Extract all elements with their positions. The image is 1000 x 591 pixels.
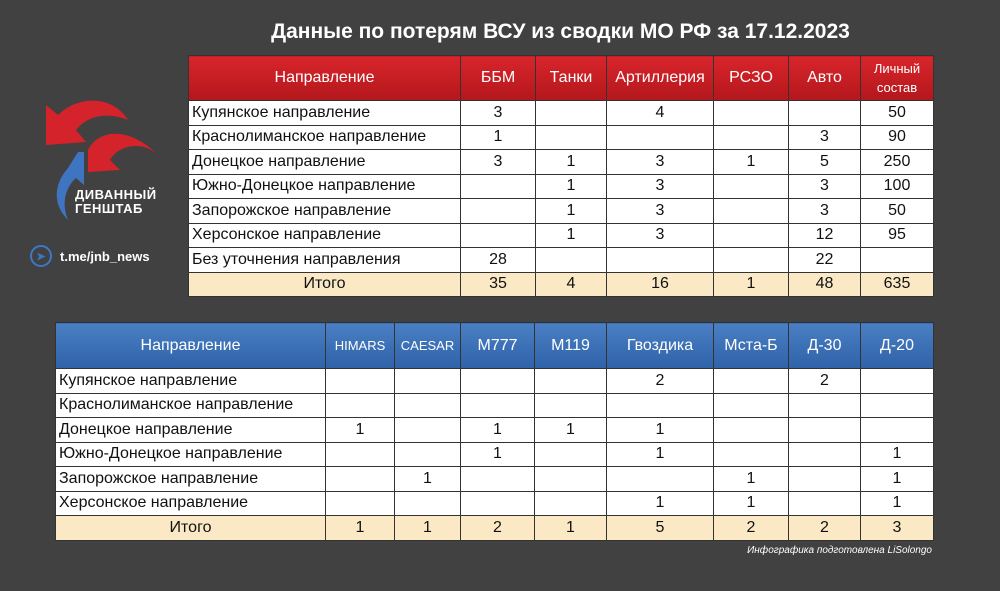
- cell: [535, 491, 607, 516]
- cell: 4: [607, 101, 714, 126]
- column-header: Мста-Б: [714, 323, 789, 369]
- cell: [607, 248, 714, 273]
- cell: 635: [861, 272, 934, 297]
- column-header: М777: [461, 323, 535, 369]
- cell: 1: [861, 491, 934, 516]
- cell: [461, 369, 535, 394]
- cell: [326, 442, 395, 467]
- page-title: Данные по потерям ВСУ из сводки МО РФ за 17.12.2023: [271, 20, 850, 43]
- cell: [461, 467, 535, 492]
- cell: 3: [861, 516, 934, 541]
- cell: [461, 393, 535, 418]
- cell: 48: [789, 272, 861, 297]
- row-label: Купянское направление: [189, 101, 461, 126]
- cell: 1: [326, 516, 395, 541]
- cell: [789, 491, 861, 516]
- cell: 1: [714, 150, 789, 175]
- cell: 2: [714, 516, 789, 541]
- cell: 2: [789, 516, 861, 541]
- column-header: Направление: [56, 323, 326, 369]
- losses-table: [188, 55, 934, 297]
- cell: 12: [789, 223, 861, 248]
- cell: 3: [607, 223, 714, 248]
- cell: [789, 101, 861, 126]
- row-label: Донецкое направление: [56, 418, 326, 443]
- cell: 1: [461, 442, 535, 467]
- telegram-icon: ➤: [30, 245, 52, 267]
- cell: 1: [535, 516, 607, 541]
- cell: 2: [789, 369, 861, 394]
- table-row: [56, 442, 934, 467]
- table-row: [189, 174, 934, 199]
- cell: 2: [607, 369, 714, 394]
- cell: 1: [536, 174, 607, 199]
- cell: [535, 393, 607, 418]
- cell: 1: [607, 418, 714, 443]
- cell: [536, 125, 607, 150]
- cell: 3: [789, 199, 861, 224]
- cell: [789, 393, 861, 418]
- cell: [714, 199, 789, 224]
- cell: [714, 393, 789, 418]
- row-label: Краснолиманское направление: [189, 125, 461, 150]
- cell: [395, 442, 461, 467]
- cell: [326, 467, 395, 492]
- cell: 5: [789, 150, 861, 175]
- cell: 28: [461, 248, 536, 273]
- cell: 3: [461, 150, 536, 175]
- row-label: Донецкое направление: [189, 150, 461, 175]
- column-header: Направление: [189, 56, 461, 101]
- cell: [461, 174, 536, 199]
- column-header: Д-20: [861, 323, 934, 369]
- column-header: Авто: [789, 56, 861, 101]
- row-label: Итого: [189, 272, 461, 297]
- cell: [714, 442, 789, 467]
- row-label: Запорожское направление: [56, 467, 326, 492]
- table-row: [189, 248, 934, 273]
- table-row: [56, 418, 934, 443]
- telegram-link[interactable]: [30, 245, 150, 267]
- cell: [326, 491, 395, 516]
- cell: [714, 125, 789, 150]
- cell: 90: [861, 125, 934, 150]
- cell: 50: [861, 199, 934, 224]
- cell: [326, 393, 395, 418]
- cell: 1: [714, 467, 789, 492]
- cell: [395, 418, 461, 443]
- artillery-table: [55, 322, 934, 541]
- column-header: М119: [535, 323, 607, 369]
- cell: [461, 223, 536, 248]
- logo-text: [75, 188, 157, 216]
- cell: 1: [607, 442, 714, 467]
- cell: 1: [861, 467, 934, 492]
- column-header: Личный состав: [861, 56, 934, 101]
- table-row: [56, 467, 934, 492]
- cell: 1: [461, 418, 535, 443]
- cell: [607, 467, 714, 492]
- telegram-handle[interactable]: t.me/jnb_news: [60, 248, 150, 264]
- cell: [607, 393, 714, 418]
- cell: [861, 393, 934, 418]
- column-header: Артиллерия: [607, 56, 714, 101]
- cell: 1: [536, 199, 607, 224]
- column-header: HIMARS: [326, 323, 395, 369]
- row-label: Херсонское направление: [189, 223, 461, 248]
- table-row: [189, 223, 934, 248]
- cell: 1: [536, 150, 607, 175]
- table-row: [189, 150, 934, 175]
- cell: 16: [607, 272, 714, 297]
- cell: 1: [395, 467, 461, 492]
- total-row: [56, 516, 934, 541]
- row-label: Южно-Донецкое направление: [56, 442, 326, 467]
- cell: [789, 418, 861, 443]
- cell: 100: [861, 174, 934, 199]
- column-header: CAESAR: [395, 323, 461, 369]
- table-row: [56, 491, 934, 516]
- column-header: Д-30: [789, 323, 861, 369]
- credit: Инфографика подготовлена LiSolongo: [747, 545, 932, 556]
- cell: [461, 199, 536, 224]
- cell: 3: [607, 174, 714, 199]
- logo-line1: ДИВАННЫЙ: [75, 187, 157, 202]
- cell: 35: [461, 272, 536, 297]
- cell: [395, 491, 461, 516]
- cell: 1: [536, 223, 607, 248]
- cell: [535, 467, 607, 492]
- cell: 3: [789, 125, 861, 150]
- table-row: [189, 199, 934, 224]
- table-row: [189, 125, 934, 150]
- cell: 22: [789, 248, 861, 273]
- cell: [861, 418, 934, 443]
- cell: [789, 467, 861, 492]
- cell: [714, 174, 789, 199]
- table-row: [56, 393, 934, 418]
- total-row: [189, 272, 934, 297]
- row-label: Херсонское направление: [56, 491, 326, 516]
- row-label: Запорожское направление: [189, 199, 461, 224]
- cell: [535, 369, 607, 394]
- cell: [607, 125, 714, 150]
- cell: [395, 369, 461, 394]
- cell: 1: [326, 418, 395, 443]
- cell: 3: [607, 150, 714, 175]
- column-header: ББМ: [461, 56, 536, 101]
- table-row: [56, 369, 934, 394]
- row-label: Южно-Донецкое направление: [189, 174, 461, 199]
- cell: [714, 248, 789, 273]
- cell: 3: [607, 199, 714, 224]
- cell: [714, 101, 789, 126]
- cell: 1: [714, 491, 789, 516]
- cell: [326, 369, 395, 394]
- cell: [714, 369, 789, 394]
- cell: 1: [395, 516, 461, 541]
- column-header: Танки: [536, 56, 607, 101]
- cell: [461, 491, 535, 516]
- cell: [861, 369, 934, 394]
- cell: 3: [789, 174, 861, 199]
- cell: [536, 248, 607, 273]
- cell: [395, 393, 461, 418]
- row-label: Краснолиманское направление: [56, 393, 326, 418]
- column-header: Гвоздика: [607, 323, 714, 369]
- cell: [861, 248, 934, 273]
- cell: 95: [861, 223, 934, 248]
- row-label: Купянское направление: [56, 369, 326, 394]
- cell: [536, 101, 607, 126]
- cell: [535, 442, 607, 467]
- cell: 1: [714, 272, 789, 297]
- cell: 2: [461, 516, 535, 541]
- cell: [789, 442, 861, 467]
- cell: 1: [861, 442, 934, 467]
- cell: 50: [861, 101, 934, 126]
- cell: 250: [861, 150, 934, 175]
- table-row: [189, 101, 934, 126]
- cell: [714, 418, 789, 443]
- cell: 1: [535, 418, 607, 443]
- cell: 1: [461, 125, 536, 150]
- cell: 3: [461, 101, 536, 126]
- cell: 4: [536, 272, 607, 297]
- column-header: РСЗО: [714, 56, 789, 101]
- cell: 1: [607, 491, 714, 516]
- logo-line2: ГЕНШТАБ: [75, 201, 143, 216]
- cell: [714, 223, 789, 248]
- row-label: Итого: [56, 516, 326, 541]
- cell: 5: [607, 516, 714, 541]
- row-label: Без уточнения направления: [189, 248, 461, 273]
